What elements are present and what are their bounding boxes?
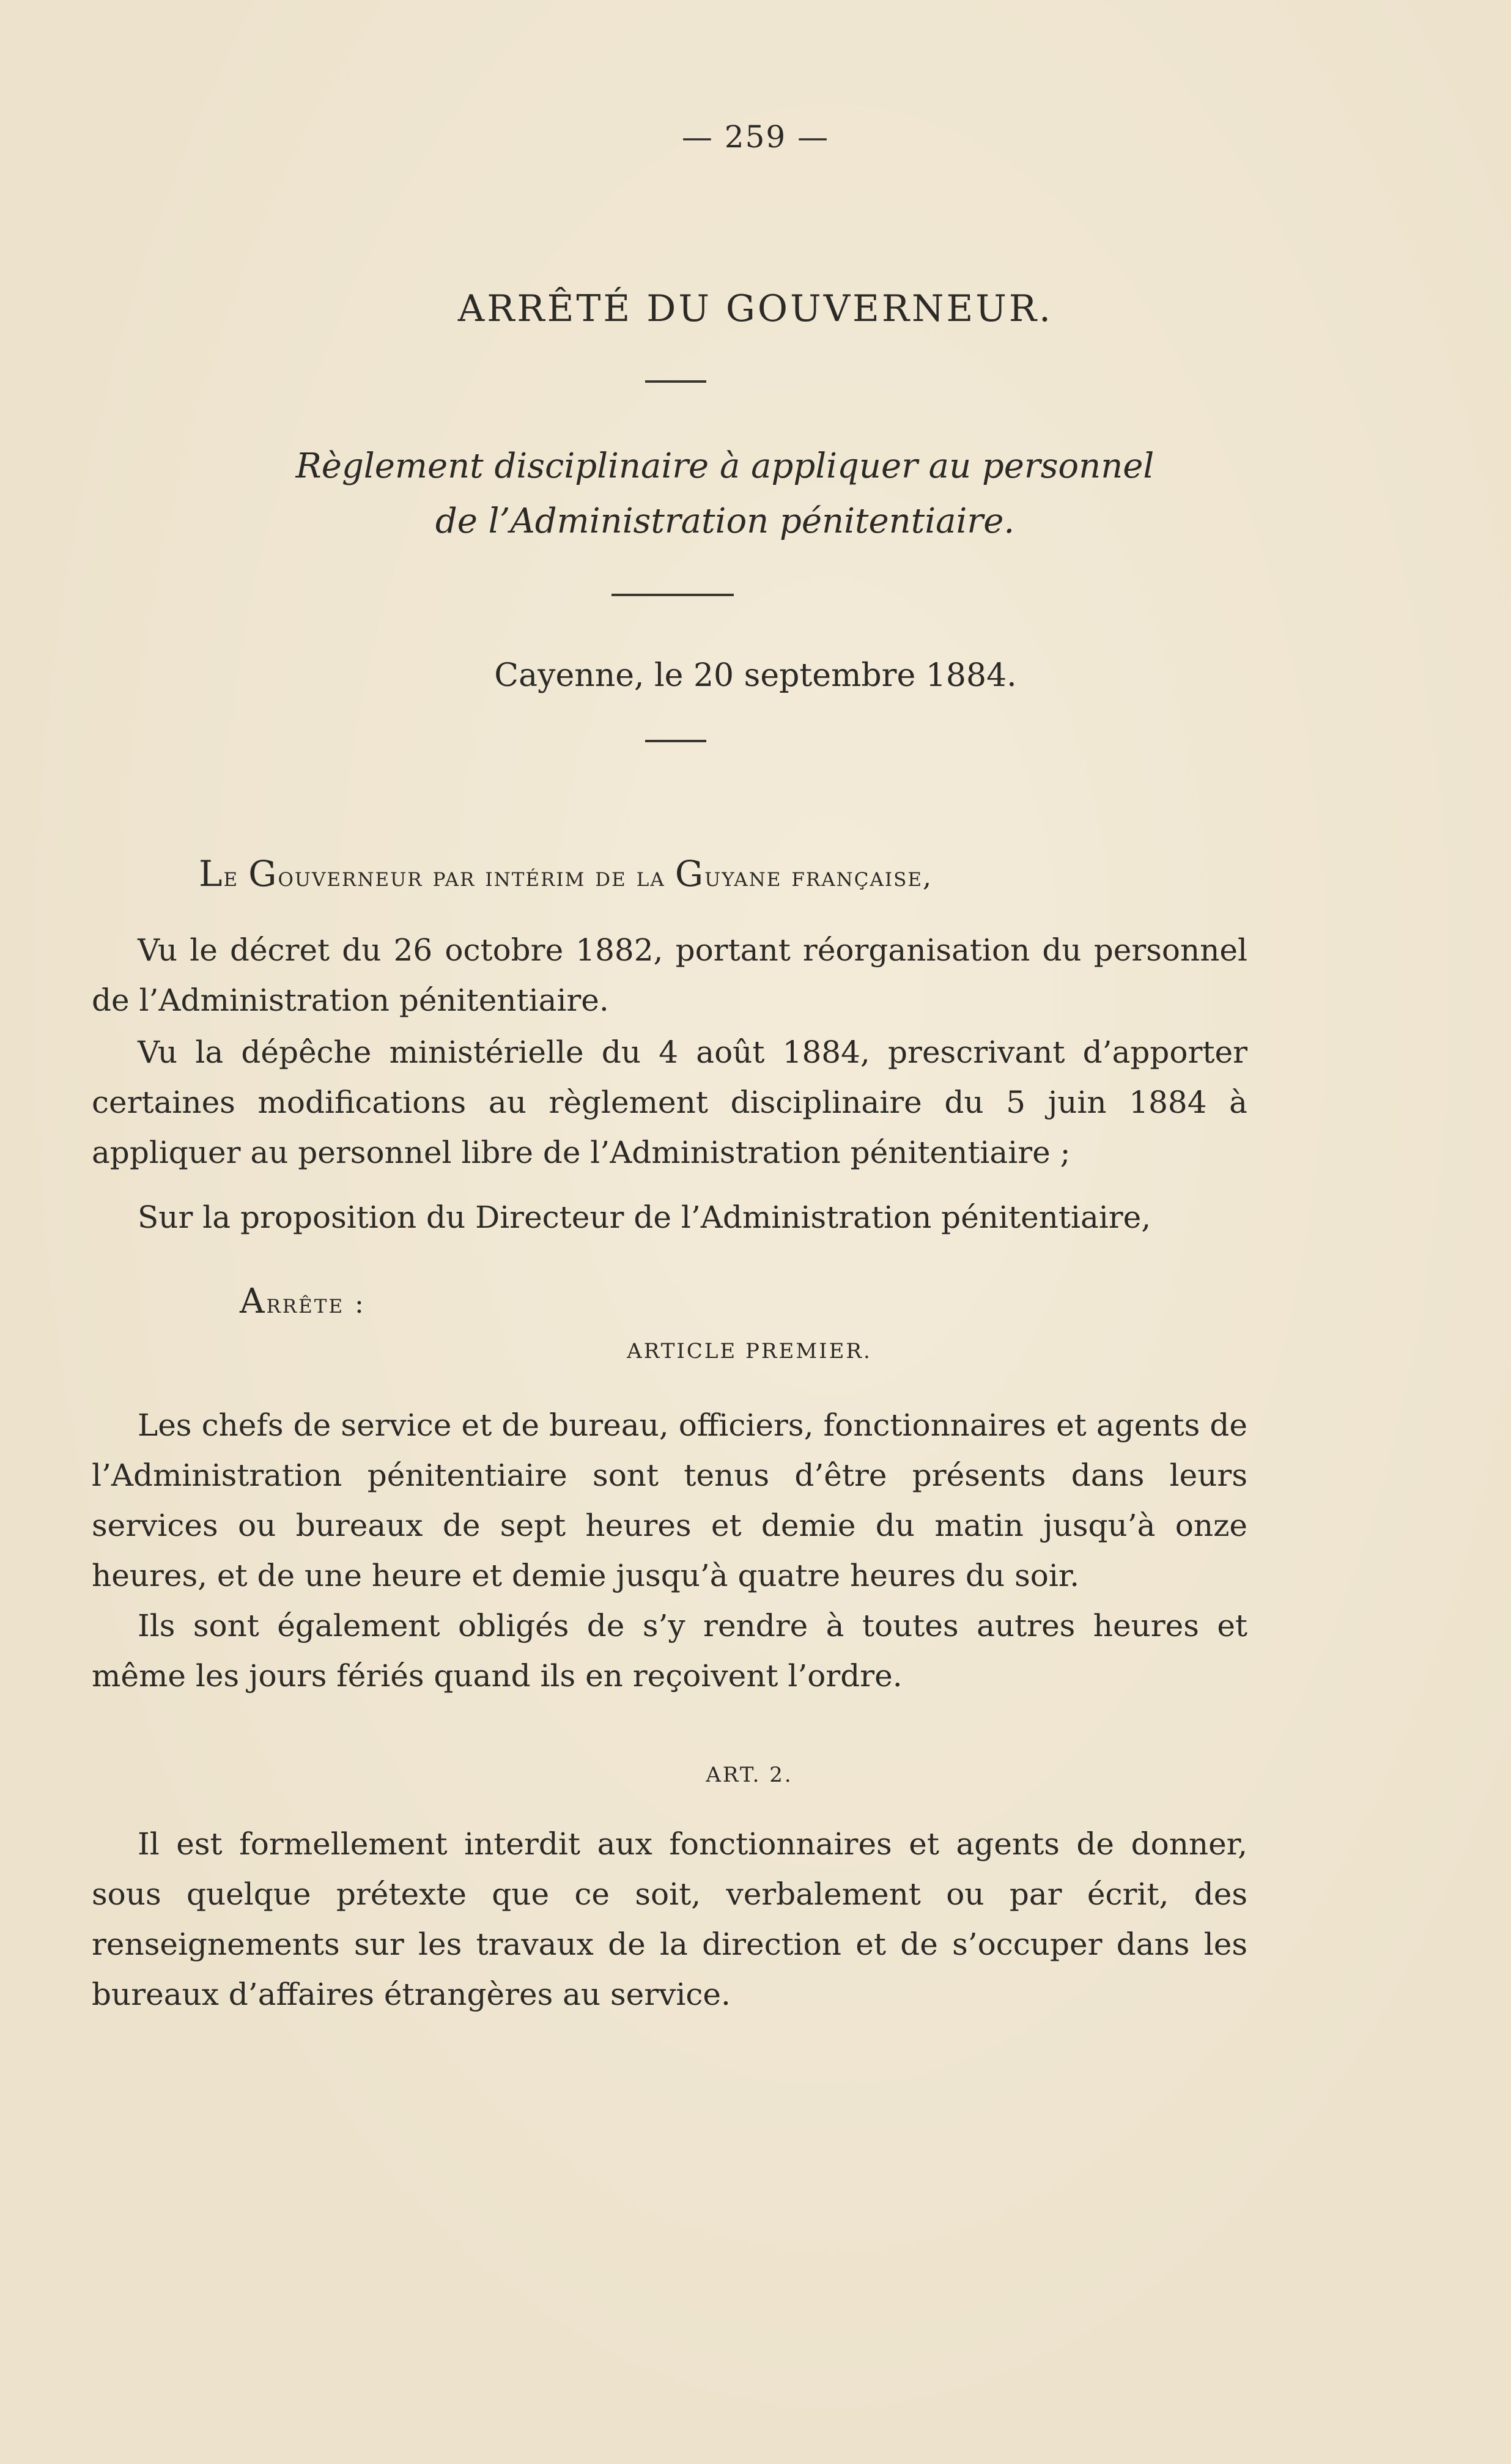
heading-initial: L [199,853,224,894]
heading-initial: G [674,853,705,894]
subtitle-line-1: Règlement disciplinaire à appliquer au personnel [295,446,1154,486]
paragraph-text: Ils sont également obligés de s’y rendre à toutes autres heures et même les jours fériés quand ils en reçoivent l’ordre. [92,1608,1247,1694]
heading-text: ouverneur par intérim de la [278,861,675,893]
subtitle-line-2: de l’Administration pénitentiaire. [435,501,1015,541]
paragraph-vu-decret [92,925,1247,1025]
paragraph-text: Sur la proposition du Directeur de l’Administration pénitentiaire, [138,1200,1151,1235]
divider-rule [645,380,706,383]
divider-rule [611,594,734,596]
article-heading-2: ART. 2. [706,1763,793,1787]
paragraph-article-2 [92,1819,1247,2020]
paragraph-proposition [92,1192,1247,1242]
paragraph-text: Vu la dépêche ministérielle du 4 août 1884, prescrivant d’apporter certaines modifications au règlement disciplinaire du 5 juin 1884 à appliquer au personnel libre de l’Administration pénitentiaire ; [92,1035,1247,1170]
document-title: ARRÊTÉ DU GOUVERNEUR. [457,287,1054,330]
heading-text: uyane française, [704,861,933,893]
page-number: — 259 — [681,119,830,155]
article-heading-1: ARTICLE PREMIER. [627,1339,872,1363]
paragraph-text: Les chefs de service et de bureau, officiers, fonctionnaires et agents de l’Administration pénitentiaire sont tenus d’être présents dans leurs services ou bureaux de sept heures et demie du matin jusqu’à onze heures, et de une heure et demie jusqu’à quatre heures du soir. [92,1407,1247,1593]
governor-heading [199,853,933,894]
paragraph-article-1-a [92,1400,1247,1601]
heading-initial: G [248,853,278,894]
arrete-heading [240,1282,366,1321]
paragraph-text: Il est formellement interdit aux fonctionnaires et agents de donner, sous quelque prétexte que ce soit, verbalement ou par écrit, des renseignements sur les travaux de la direction et de s’occuper dans les bureaux d’affaires étrangères au service. [92,1826,1247,2012]
heading-text: e [223,861,249,893]
paragraph-text: Vu le décret du 26 octobre 1882, portant réorganisation du personnel de l’Administration pénitentiaire. [92,932,1247,1018]
paragraph-vu-depeche [92,1027,1247,1178]
arrete-initial: A [240,1282,267,1321]
divider-rule [645,740,706,742]
arrete-text: rrête : [266,1288,366,1319]
dateline: Cayenne, le 20 septembre 1884. [494,657,1017,694]
paragraph-article-1-b [92,1601,1247,1701]
